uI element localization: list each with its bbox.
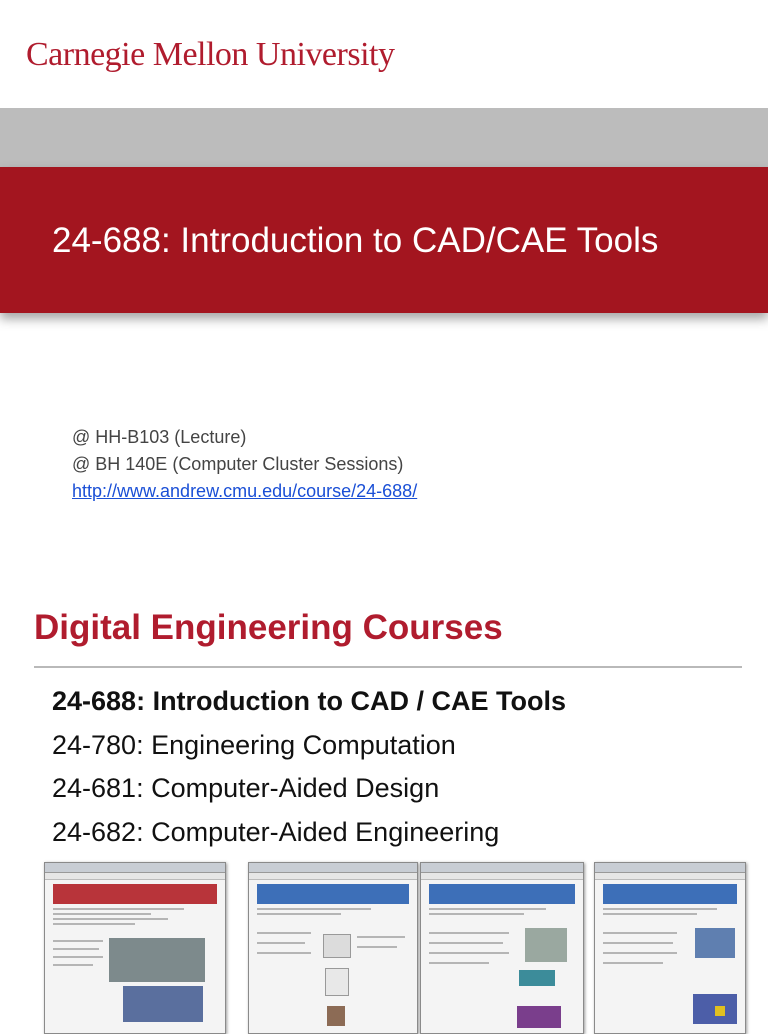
course-list: [52, 680, 566, 854]
course-info: [72, 424, 417, 505]
lecture-location: @ HH-B103 (Lecture): [72, 427, 247, 447]
course-item-24-682: 24-682: Computer-Aided Engineering: [52, 816, 500, 847]
course-page-thumbnail-24-688: [44, 862, 226, 1034]
course-item-24-780: 24-780: Engineering Computation: [52, 729, 456, 760]
section-title: Digital Engineering Courses: [34, 608, 503, 647]
course-item-24-688: 24-688: Introduction to CAD / CAE Tools: [52, 686, 567, 716]
course-page-thumbnail-24-681: [420, 862, 584, 1034]
course-url-link[interactable]: http://www.andrew.cmu.edu/course/24-688/: [72, 481, 418, 501]
course-item-24-681: 24-681: Computer-Aided Design: [52, 773, 440, 803]
slide-title: 24-688: Introduction to CAD/CAE Tools: [52, 221, 659, 260]
course-page-thumbnail-24-682: [594, 862, 746, 1034]
cluster-location: @ BH 140E (Computer Cluster Sessions): [72, 454, 404, 474]
header-band: [0, 108, 768, 168]
section-divider: [34, 666, 742, 668]
course-page-thumbnail-24-780: [248, 862, 418, 1034]
title-band: [0, 167, 768, 313]
university-logo: Carnegie Mellon University: [26, 36, 395, 73]
